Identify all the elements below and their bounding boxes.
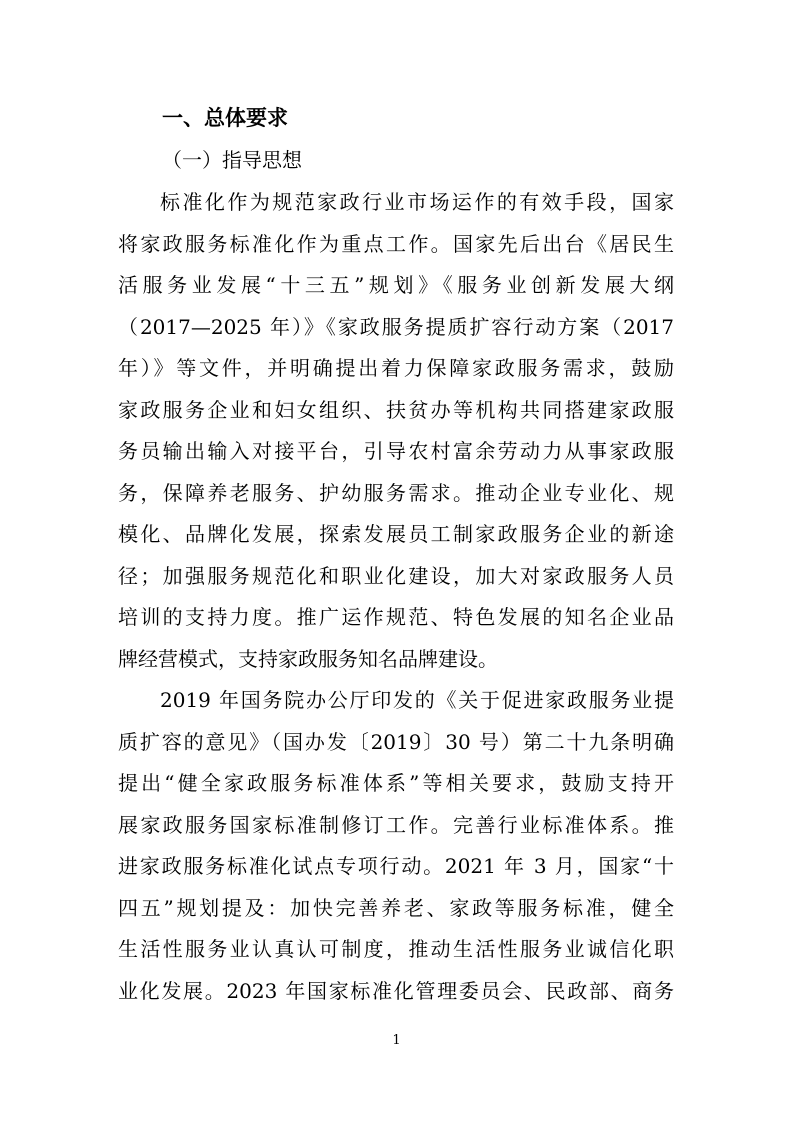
page-number: 1 bbox=[392, 1033, 401, 1048]
paragraph-line: 务员输出输入对接平台，引导农村富余劳动力从事家政服 bbox=[118, 439, 674, 463]
paragraph-line: 牌经营模式，支持家政服务知名品牌建设。 bbox=[118, 647, 498, 671]
paragraph-line: 生活性服务业认真认可制度，推动生活性服务业诚信化职 bbox=[118, 937, 674, 961]
paragraph-line: 四五”规划提及：加快完善养老、家政等服务标准，健全 bbox=[118, 896, 674, 920]
section-heading: 一、总体要求 bbox=[162, 106, 288, 130]
paragraph-line: 径；加强服务规范化和职业化建设，加大对家政服务人员 bbox=[118, 564, 674, 588]
paragraph-line: 质扩容的意见》（国办发〔2019〕30 号）第二十九条明确 bbox=[118, 730, 674, 754]
paragraph-line: 展家政服务国家标准制修订工作。完善行业标准体系。推 bbox=[118, 813, 674, 837]
paragraph-line: 进家政服务标准化试点专项行动。2021 年 3 月，国家“十 bbox=[118, 854, 674, 878]
paragraph-line: 模化、品牌化发展，探索发展员工制家政服务企业的新途 bbox=[118, 522, 674, 546]
paragraph-line: （2017—2025 年）》《家政服务提质扩容行动方案（2017 bbox=[118, 315, 674, 339]
paragraph-line: 业化发展。2023 年国家标准化管理委员会、民政部、商务 bbox=[118, 979, 674, 1003]
paragraph-line: 年）》等文件，并明确提出着力保障家政服务需求，鼓励 bbox=[118, 356, 674, 380]
subsection-heading: （一）指导思想 bbox=[162, 148, 302, 172]
paragraph-line: 务，保障养老服务、护幼服务需求。推动企业专业化、规 bbox=[118, 481, 674, 505]
paragraph-line: 培训的支持力度。推广运作规范、特色发展的知名企业品 bbox=[118, 605, 674, 629]
paragraph-line: 家政服务企业和妇女组织、扶贫办等机构共同搭建家政服 bbox=[118, 398, 674, 422]
paragraph-line: 2019 年国务院办公厅印发的《关于促进家政服务业提 bbox=[160, 688, 674, 712]
paragraph-line: 将家政服务标准化作为重点工作。国家先后出台《居民生 bbox=[118, 232, 674, 256]
paragraph-line: 提出“健全家政服务标准体系”等相关要求，鼓励支持开 bbox=[118, 771, 674, 795]
paragraph-line: 活服务业发展“十三五”规划》《服务业创新发展大纲 bbox=[118, 273, 674, 297]
paragraph-line: 标准化作为规范家政行业市场运作的有效手段，国家 bbox=[160, 190, 674, 214]
